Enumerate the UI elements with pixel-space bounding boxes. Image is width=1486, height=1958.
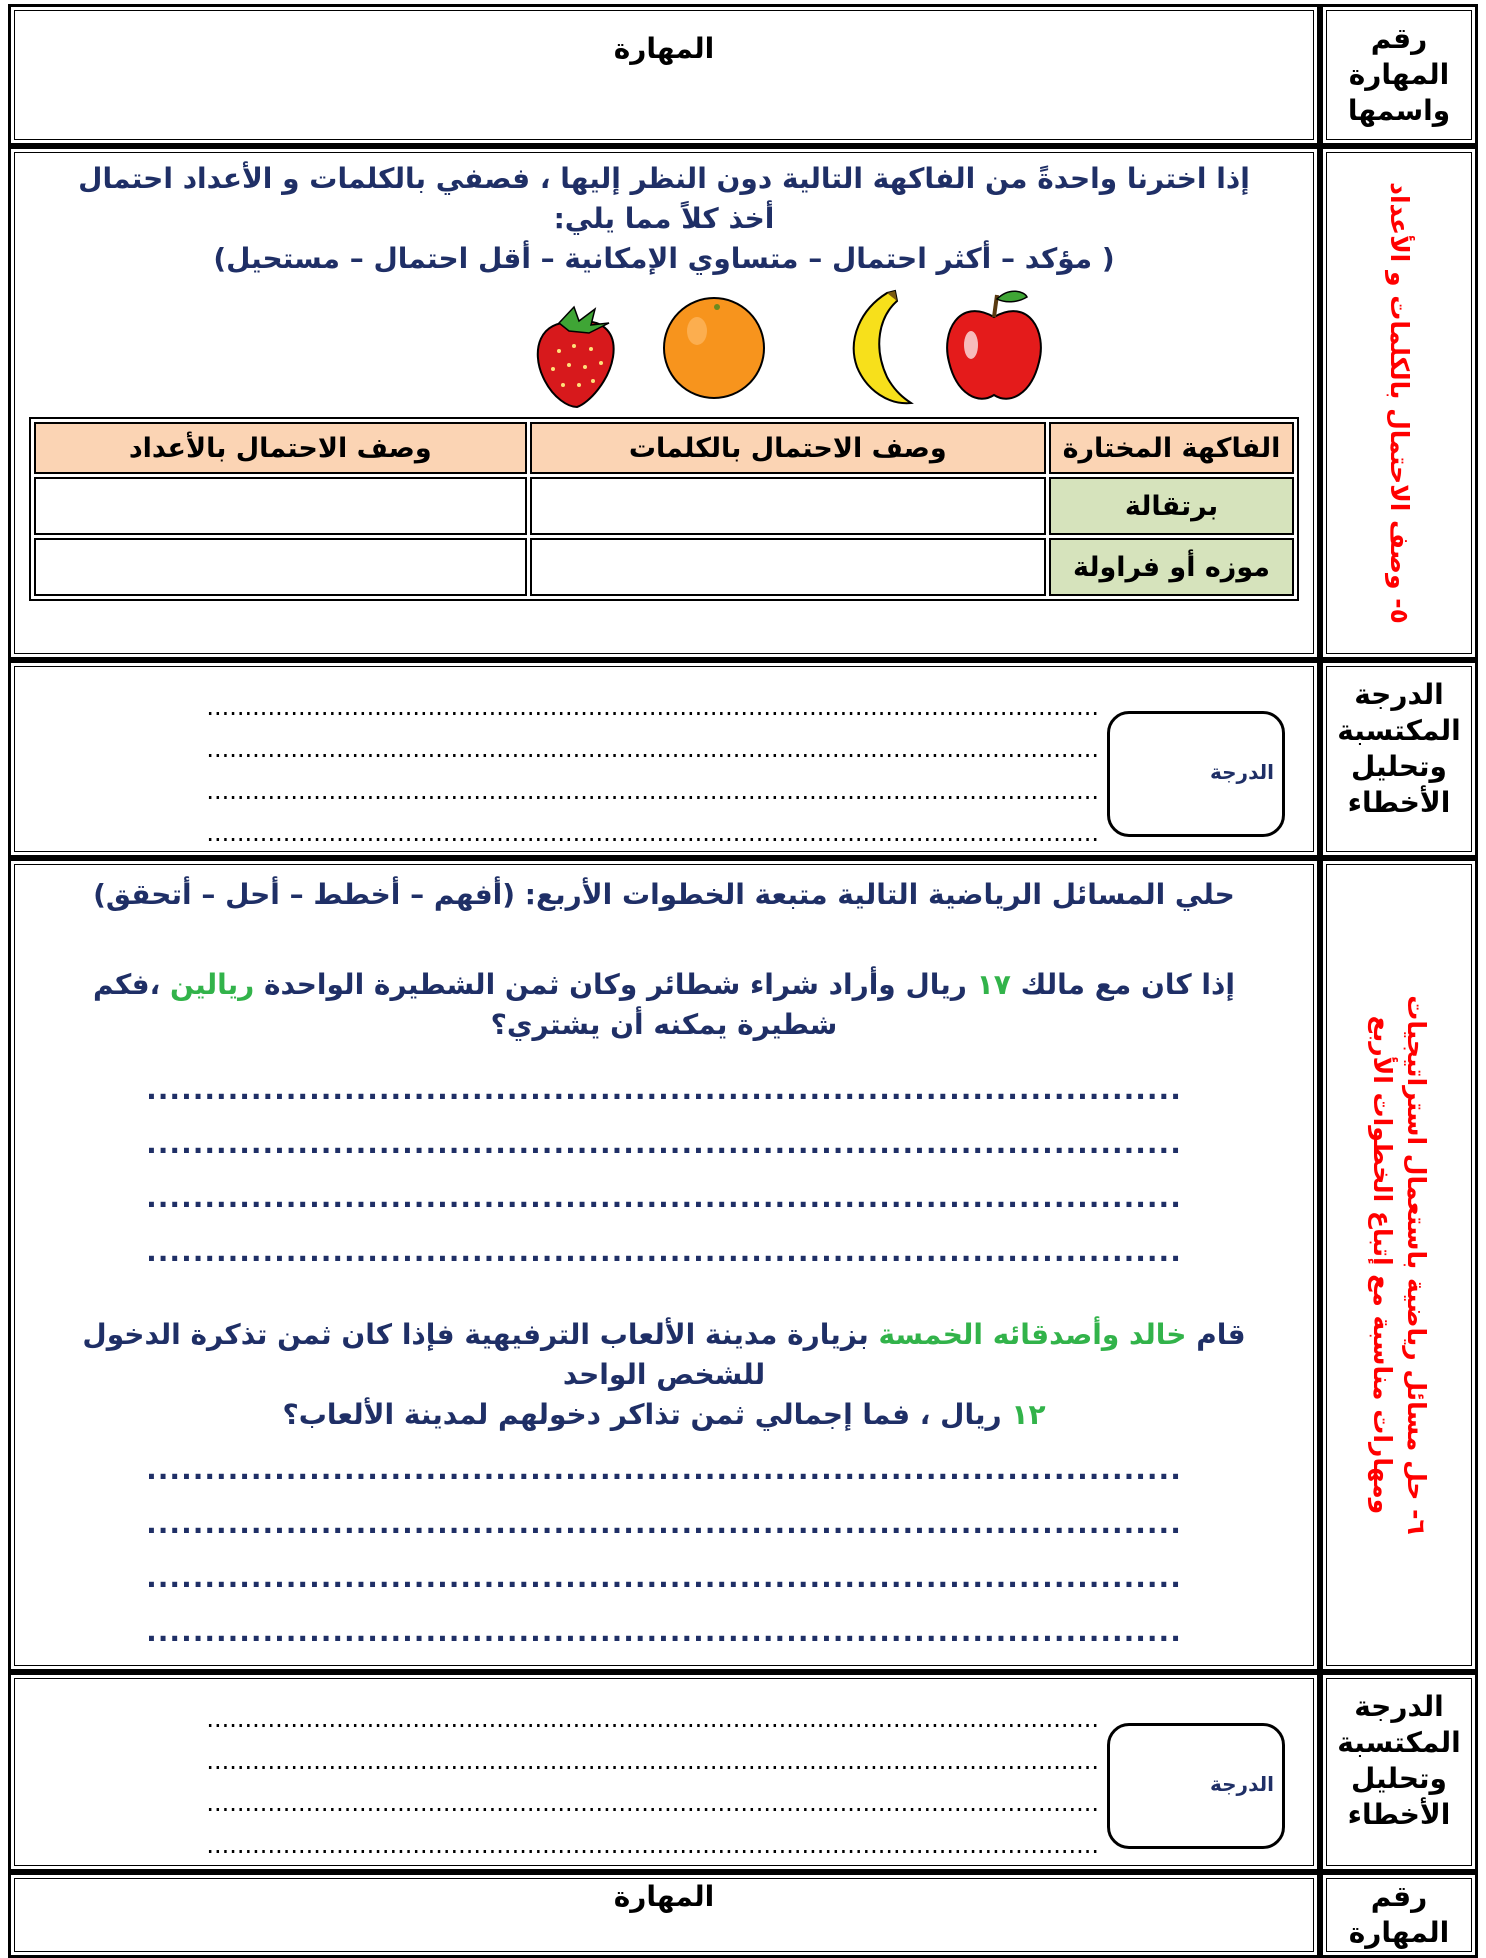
grade-row-2 <box>8 1672 1478 1872</box>
q2-part-a: قام <box>1186 1318 1246 1351</box>
skill5-content <box>8 146 1320 660</box>
analysis-line[interactable]: ..................................................................................................................... <box>206 819 1099 847</box>
grade-label: الدرجة المكتسبة وتحليل الأخطاء <box>1337 1690 1461 1831</box>
skill6-label <box>1365 995 1433 1535</box>
q1-part-b: ريال وأراد شراء شطائر وكان ثمن الشطيرة الواحدة <box>254 968 977 1001</box>
table-row <box>34 538 1294 596</box>
answer-line[interactable]: ......................................................................................... <box>146 1181 1182 1214</box>
answer-area-2 <box>29 1443 1299 1659</box>
skill6-label-cell <box>1320 858 1478 1672</box>
banana-icon <box>839 287 919 407</box>
footer-number-text: رقم المهارة <box>1348 1880 1450 1949</box>
grade-box[interactable] <box>1107 711 1285 837</box>
grade-area <box>29 673 1299 845</box>
strawberry-icon <box>529 301 619 411</box>
skill6-row <box>8 858 1478 1672</box>
grade-content <box>8 1672 1320 1872</box>
footer-skill-cell <box>8 1872 1320 1958</box>
q1-number: ١٧ <box>976 968 1011 1001</box>
skill-header <box>8 4 1320 146</box>
answer-line[interactable]: ......................................................................................... <box>146 1507 1182 1540</box>
footer-row <box>8 1872 1478 1958</box>
analysis-line[interactable]: ..................................................................................................................... <box>206 693 1099 721</box>
numbers-answer-cell[interactable] <box>34 538 527 596</box>
skill5-row <box>8 146 1478 660</box>
skill6-intro: حلي المسائل الرياضية التالية متبعة الخطوات الأربع: (أفهم – أخطط – أحل – أتحقق) <box>93 878 1235 911</box>
skill5-instruction-1: إذا اخترنا واحدةً من الفاكهة التالية دون النظر إليها ، فصفي بالكلمات و الأعداد احتمال <box>78 162 1250 195</box>
answer-line[interactable]: ......................................................................................... <box>146 1073 1182 1106</box>
header-numbers: وصف الاحتمال بالأعداد <box>34 422 527 474</box>
analysis-line[interactable]: ..................................................................................................................... <box>206 735 1099 763</box>
question-2-line2: للشخص الواحد <box>562 1358 766 1391</box>
question-1 <box>29 965 1299 1005</box>
skills-table <box>8 4 1478 1958</box>
skill6-label-line1: ٦- حل مسائل رياضية باستعمال استراتيجيات <box>1402 995 1431 1535</box>
fruit-images <box>29 287 1299 417</box>
question-1-line2: شطيرة يمكنه أن يشتري؟ <box>490 1008 838 1041</box>
skill6-label-wrap <box>1329 875 1469 1655</box>
probability-table-header <box>34 422 1294 474</box>
q1-part-d: ،فكم <box>93 968 170 1001</box>
analysis-line[interactable]: ..................................................................................................................... <box>206 777 1099 805</box>
skill5-options: ( مؤكد – أكثر احتمال – متساوي الإمكانية – أقل احتمال – مستحيل) <box>213 242 1115 275</box>
answer-line[interactable]: ......................................................................................... <box>146 1235 1182 1268</box>
words-answer-cell[interactable] <box>530 477 1047 535</box>
footer-number-cell <box>1320 1872 1478 1958</box>
skill6-label-line2: ومهارات مناسبة مع إتباع الخطوات الأربع <box>1368 1015 1397 1515</box>
analysis-line[interactable]: ..................................................................................................................... <box>206 1747 1099 1775</box>
fruit-orange-cell: برتقالة <box>1049 477 1294 535</box>
grade-row-1 <box>8 660 1478 858</box>
grade-area <box>29 1685 1299 1859</box>
words-answer-cell[interactable] <box>530 538 1047 596</box>
orange-icon <box>659 293 769 403</box>
fruit-banana-strawberry-cell: موزه أو فراولة <box>1049 538 1294 596</box>
footer-skill-text: المهارة <box>613 1880 715 1913</box>
answer-line[interactable]: ......................................................................................... <box>146 1453 1182 1486</box>
grade-label: الدرجة المكتسبة وتحليل الأخطاء <box>1337 678 1461 819</box>
skill5-label-cell <box>1320 146 1478 660</box>
numbers-answer-cell[interactable] <box>34 477 527 535</box>
analysis-line[interactable]: ..................................................................................................................... <box>206 1705 1099 1733</box>
analysis-line[interactable]: ..................................................................................................................... <box>206 1789 1099 1817</box>
q1-part-a: إذا كان مع مالك <box>1010 968 1235 1001</box>
grade-box-label: الدرجة <box>1210 1772 1274 1796</box>
header-chosen-fruit: الفاكهة المختارة <box>1049 422 1294 474</box>
probability-table <box>29 417 1299 601</box>
grade-label-cell <box>1320 660 1478 858</box>
apple-icon <box>939 287 1049 407</box>
header-words: وصف الاحتمال بالكلمات <box>530 422 1047 474</box>
q2-part-line3: ريال ، فما إجمالي ثمن تذاكر دخولهم لمدينة الألعاب؟ <box>282 1398 1012 1431</box>
skill5-instruction-2: أخذ كلاً مما يلي: <box>553 202 775 235</box>
answer-line[interactable]: ......................................................................................... <box>146 1127 1182 1160</box>
table-row <box>34 477 1294 535</box>
skill5-label-wrap <box>1329 163 1469 643</box>
skill-number-header <box>1320 4 1478 146</box>
skill5-label: ٥- وصف الاحتمال بالكلمات و الأعداد <box>1385 182 1414 624</box>
q2-number: ١٢ <box>1011 1398 1046 1431</box>
answer-line[interactable]: ......................................................................................... <box>146 1561 1182 1594</box>
question-2 <box>29 1315 1299 1355</box>
skill6-content <box>8 858 1320 1672</box>
header-row <box>8 4 1478 146</box>
q2-names: خالد وأصدقائه الخمسة <box>878 1318 1187 1351</box>
skill-header-text: المهارة <box>613 32 715 65</box>
question-2-line3 <box>29 1395 1299 1435</box>
q1-price: ريالين <box>169 968 255 1001</box>
grade-label-cell <box>1320 1672 1478 1872</box>
answer-area-1 <box>29 1063 1299 1279</box>
grade-content <box>8 660 1320 858</box>
skill-number-header-text: رقم المهارة واسمها <box>1347 22 1451 127</box>
grade-box-label: الدرجة <box>1210 760 1274 784</box>
analysis-line[interactable]: ..................................................................................................................... <box>206 1831 1099 1859</box>
answer-line[interactable]: ......................................................................................... <box>146 1615 1182 1648</box>
q2-part-c: بزيارة مدينة الألعاب الترفيهية فإذا كان ثمن تذكرة الدخول <box>82 1318 879 1351</box>
grade-box[interactable] <box>1107 1723 1285 1849</box>
